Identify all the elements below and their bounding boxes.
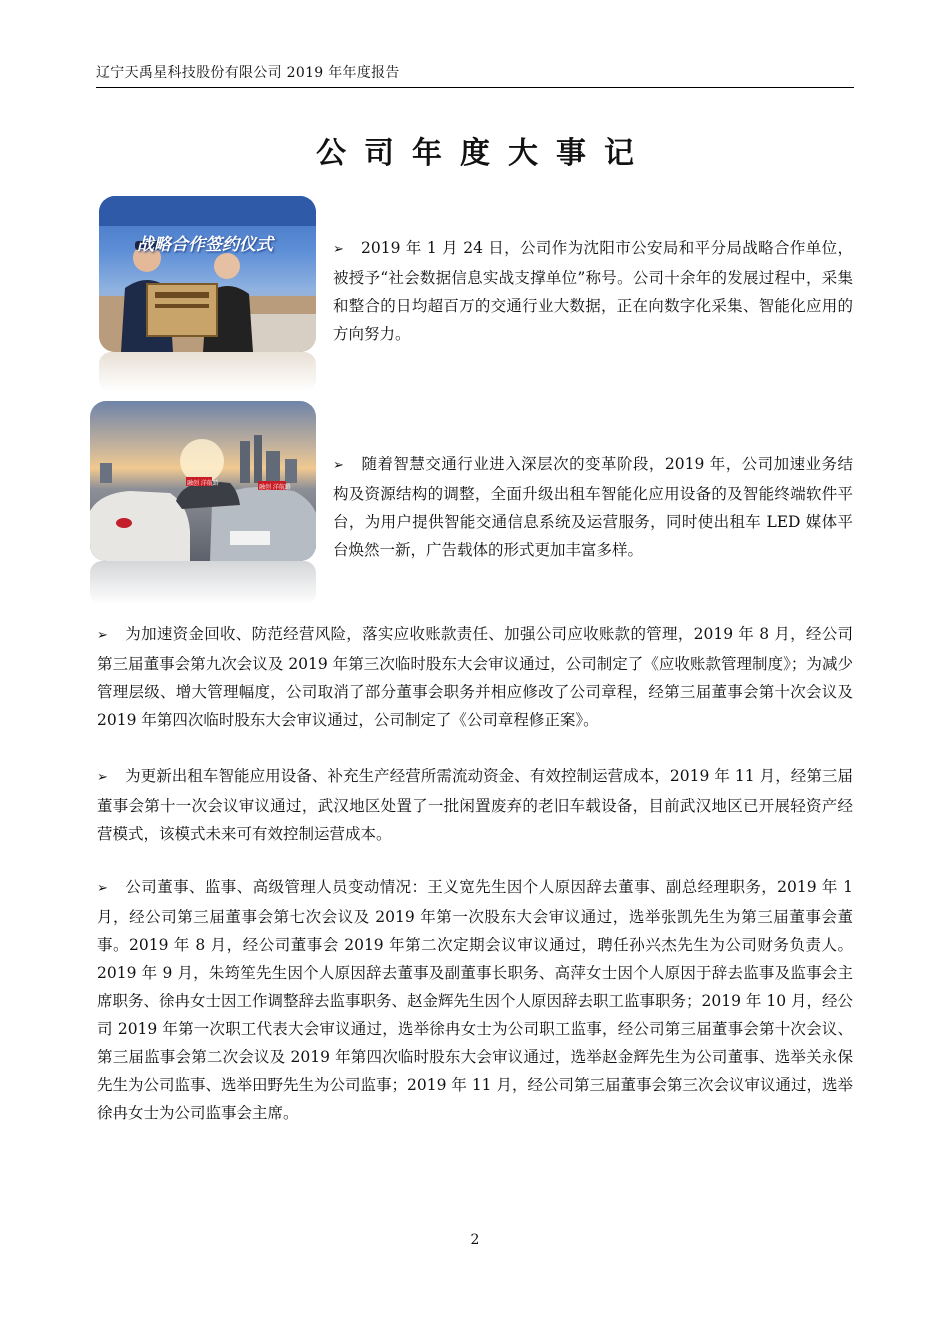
taxi-sign-left: 融创 洋航路 bbox=[187, 480, 219, 487]
taxi-traffic-photo bbox=[90, 401, 316, 561]
paragraph-4: ➢ 为更新出租车智能应用设备、补充生产经营所需流动资金、有效控制运营成本，2019 年 11 月，经第三届董事会第十一次会议审议通过，武汉地区处置了一批闲置废弃的老旧车载设备，目前武汉地区已开展轻资产经营模式，该模式未来可有效控制运营成本。 bbox=[97, 762, 853, 848]
bullet-icon: ➢ bbox=[333, 458, 344, 473]
signing-ceremony-photo bbox=[99, 196, 316, 352]
page-number: 2 bbox=[470, 1232, 480, 1248]
banner-text: 战略合作签约仪式 bbox=[137, 235, 273, 255]
paragraph-5: ➢ 公司董事、监事、高级管理人员变动情况：王义宽先生因个人原因辞去董事、副总经理职务，2019 年 1 月，经公司第三届董事会第七次会议及 2019 年第一次股东大会审议通过，选举张凯先生为第三届董事会董事。2019 年 8 月，经公司董事会 2019 年第二次定期会议审议通过，聘任孙兴杰先生为公司财务负责人。2019 年 9 月，朱筠笙先生因个人原因辞去董事及副董事长职务、高萍女士因个人原因于辞去监事及监事会主席职务、徐冉女士因工作调整辞去监事职务、赵金辉先生因个人原因辞去职工监事职务；2019 年 10 月，经公司 2019 年第一次职工代表大会审议通过，选举徐冉女士为公司职工监事，经公司第三届董事会第十次会议、第三届监事会第二次会议及 2019 年第四次临时股东大会审议通过，选举赵金辉先生为公司董事、选举关永保先生为公司监事、选举田野先生为公司监事；2019 年 11 月，经公司第三届董事会第三次会议审议通过，选举徐冉女士为公司监事会主席。 bbox=[97, 873, 853, 1127]
header-rule bbox=[96, 87, 854, 88]
paragraph-1: ➢ 2019 年 1 月 24 日，公司作为沈阳市公安局和平分局战略合作单位，被授予“社会数据信息实战支撑单位”称号。公司十余年的发展过程中，采集和整合的日均超百万的交通行业大数据，正在向数字化采集、智能化应用的方向努力。 bbox=[333, 234, 853, 348]
bullet-icon: ➢ bbox=[97, 628, 108, 643]
page-header: 辽宁天禹星科技股份有限公司 2019 年年度报告 bbox=[96, 65, 400, 81]
page-title: 公司年度大事记 bbox=[316, 136, 652, 171]
bullet-icon: ➢ bbox=[97, 770, 108, 785]
photo-reflection bbox=[99, 352, 316, 392]
paragraph-2: ➢ 随着智慧交通行业进入深层次的变革阶段，2019 年，公司加速业务结构及资源结构的调整，全面升级出租车智能化应用设备的及智能终端软件平台，为用户提供智能交通信息系统及运营服务，同时使出租车 LED 媒体平台焕然一新，广告载体的形式更加丰富多样。 bbox=[333, 450, 853, 564]
bullet-icon: ➢ bbox=[333, 242, 344, 257]
photo-reflection bbox=[90, 561, 316, 605]
taxi-sign-right: 融创 洋航路 bbox=[259, 484, 291, 491]
bullet-icon: ➢ bbox=[97, 881, 108, 896]
paragraph-3: ➢ 为加速资金回收、防范经营风险，落实应收账款责任、加强公司应收账款的管理，2019 年 8 月，经公司第三届董事会第九次会议及 2019 年第三次临时股东大会审议通过，公司制定了《应收账款管理制度》；为减少管理层级、增大管理幅度，公司取消了部分董事会职务并相应修改了公司章程，经第三届董事会第十次会议及 2019 年第四次临时股东大会审议通过，公司制定了《公司章程修正案》。 bbox=[97, 620, 853, 734]
